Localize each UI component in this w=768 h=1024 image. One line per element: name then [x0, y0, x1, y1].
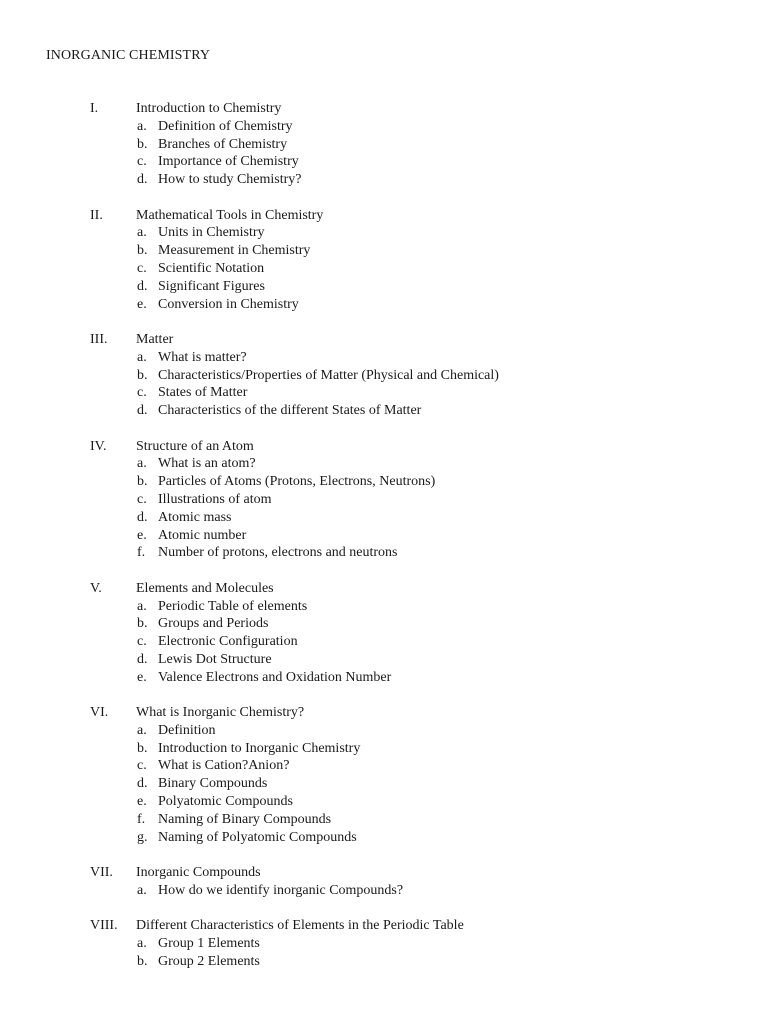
section-heading [0, 580, 768, 598]
outline-section [0, 917, 768, 970]
section-numeral: II. [90, 207, 103, 223]
outline-item [0, 224, 768, 242]
item-text: Measurement in Chemistry [158, 243, 311, 259]
item-letter: c. [137, 385, 147, 401]
item-text: Groups and Periods [158, 616, 269, 632]
item-text: Atomic mass [158, 509, 232, 525]
item-letter: c. [137, 634, 147, 650]
section-heading-text: Matter [136, 331, 174, 347]
item-text: Branches of Chemistry [158, 136, 288, 152]
section-heading-text: Inorganic Compounds [136, 865, 261, 881]
section-heading [0, 207, 768, 225]
item-text: Particles of Atoms (Protons, Electrons, Neutrons) [158, 474, 436, 490]
section-numeral: VI. [90, 705, 109, 721]
outline-item [0, 278, 768, 296]
item-text: Electronic Configuration [158, 634, 298, 650]
document-title: INORGANIC CHEMISTRY [46, 48, 211, 63]
item-letter: b. [137, 740, 148, 756]
section-heading [0, 331, 768, 349]
item-letter: c. [137, 260, 147, 276]
section-numeral: III. [90, 331, 108, 347]
item-letter: b. [137, 136, 148, 152]
item-letter: c. [137, 154, 147, 170]
item-letter: d. [137, 509, 148, 525]
outline-item [0, 242, 768, 260]
outline-item [0, 509, 768, 527]
outline-item [0, 775, 768, 793]
item-text: What is Cation?Anion? [158, 758, 290, 774]
section-heading-text: What is Inorganic Chemistry? [136, 705, 305, 721]
outline-section [0, 704, 768, 846]
outline-item [0, 491, 768, 509]
item-letter: b. [137, 953, 148, 969]
item-letter: a. [137, 349, 147, 365]
item-letter: a. [137, 882, 147, 898]
outline-item [0, 793, 768, 811]
item-text: Binary Compounds [158, 776, 268, 792]
item-letter: a. [137, 936, 147, 952]
item-text: Units in Chemistry [158, 225, 265, 241]
item-letter: a. [137, 118, 147, 134]
item-text: Atomic number [158, 527, 247, 543]
outline-item [0, 153, 768, 171]
item-text: States of Matter [158, 385, 248, 401]
outline-section [0, 207, 768, 314]
item-text: Naming of Polyatomic Compounds [158, 829, 357, 845]
outline-item [0, 757, 768, 775]
section-numeral: VIII. [90, 918, 118, 934]
outline-item [0, 811, 768, 829]
item-letter: b. [137, 243, 148, 259]
item-text: Periodic Table of elements [158, 598, 308, 614]
outline-section [0, 580, 768, 687]
item-letter: g. [137, 829, 148, 845]
section-numeral: V. [90, 580, 102, 596]
outline-item [0, 598, 768, 616]
item-text: Number of protons, electrons and neutrons [158, 545, 398, 561]
section-heading-text: Introduction to Chemistry [136, 101, 282, 116]
item-letter: d. [137, 278, 148, 294]
section-heading-text: Different Characteristics of Elements in the Periodic Table [136, 918, 464, 934]
item-letter: e. [137, 669, 147, 685]
item-text: Naming of Binary Compounds [158, 811, 332, 827]
outline-item [0, 367, 768, 385]
item-letter: d. [137, 172, 148, 188]
outline-item [0, 349, 768, 367]
item-text: Introduction to Inorganic Chemistry [158, 740, 361, 756]
section-heading-text: Mathematical Tools in Chemistry [136, 207, 324, 223]
item-text: Polyatomic Compounds [158, 794, 293, 810]
section-heading [0, 704, 768, 722]
section-heading [0, 917, 768, 935]
outline-item [0, 544, 768, 562]
item-letter: c. [137, 491, 147, 507]
item-letter: b. [137, 474, 148, 490]
outline-item [0, 473, 768, 491]
section-heading-text: Elements and Molecules [136, 580, 274, 596]
item-text: What is matter? [158, 349, 247, 365]
item-letter: e. [137, 296, 147, 312]
outline-list [0, 100, 768, 988]
item-text: Valence Electrons and Oxidation Number [158, 669, 392, 685]
section-numeral: VII. [90, 865, 113, 881]
item-text: Scientific Notation [158, 260, 265, 276]
item-letter: d. [137, 776, 148, 792]
outline-item [0, 384, 768, 402]
outline-item [0, 615, 768, 633]
outline-item [0, 296, 768, 314]
outline-item [0, 740, 768, 758]
item-text: Illustrations of atom [158, 491, 272, 507]
outline-item [0, 829, 768, 847]
outline-item [0, 882, 768, 900]
item-letter: b. [137, 616, 148, 632]
outline-item [0, 118, 768, 136]
item-text: What is an atom? [158, 456, 256, 472]
outline-item [0, 651, 768, 669]
outline-item [0, 260, 768, 278]
item-text: Significant Figures [158, 278, 265, 294]
item-letter: f. [137, 545, 146, 561]
outline-section [0, 438, 768, 563]
outline-item [0, 527, 768, 545]
outline-section [0, 864, 768, 900]
item-letter: e. [137, 527, 147, 543]
outline-item [0, 455, 768, 473]
outline-item [0, 633, 768, 651]
outline-section [0, 100, 768, 189]
section-heading-text: Structure of an Atom [136, 438, 254, 454]
outline-item [0, 402, 768, 420]
item-letter: e. [137, 794, 147, 810]
item-text: How do we identify inorganic Compounds? [158, 882, 404, 898]
outline-section [0, 331, 768, 420]
item-letter: a. [137, 456, 147, 472]
item-letter: b. [137, 367, 148, 383]
section-heading [0, 100, 768, 118]
outline-item [0, 136, 768, 154]
outline-item [0, 935, 768, 953]
item-text: Characteristics of the different States of Matter [158, 403, 422, 419]
outline-item [0, 669, 768, 687]
item-text: Group 2 Elements [158, 953, 260, 969]
section-heading [0, 864, 768, 882]
section-heading [0, 438, 768, 456]
outline-item [0, 722, 768, 740]
item-text: Conversion in Chemistry [158, 296, 299, 312]
item-text: Definition of Chemistry [158, 118, 293, 134]
section-numeral: IV. [90, 438, 107, 454]
item-letter: d. [137, 403, 148, 419]
item-text: Importance of Chemistry [158, 154, 299, 170]
item-letter: a. [137, 225, 147, 241]
item-text: Characteristics/Properties of Matter (Physical and Chemical) [158, 367, 499, 383]
item-text: Lewis Dot Structure [158, 651, 272, 667]
item-text: How to study Chemistry? [158, 172, 302, 188]
item-letter: a. [137, 722, 147, 738]
outline-item [0, 171, 768, 189]
item-letter: c. [137, 758, 147, 774]
section-numeral: I. [90, 101, 99, 116]
item-letter: f. [137, 811, 146, 827]
outline-item [0, 953, 768, 971]
item-letter: a. [137, 598, 147, 614]
item-letter: d. [137, 651, 148, 667]
item-text: Group 1 Elements [158, 936, 260, 952]
item-text: Definition [158, 722, 216, 738]
